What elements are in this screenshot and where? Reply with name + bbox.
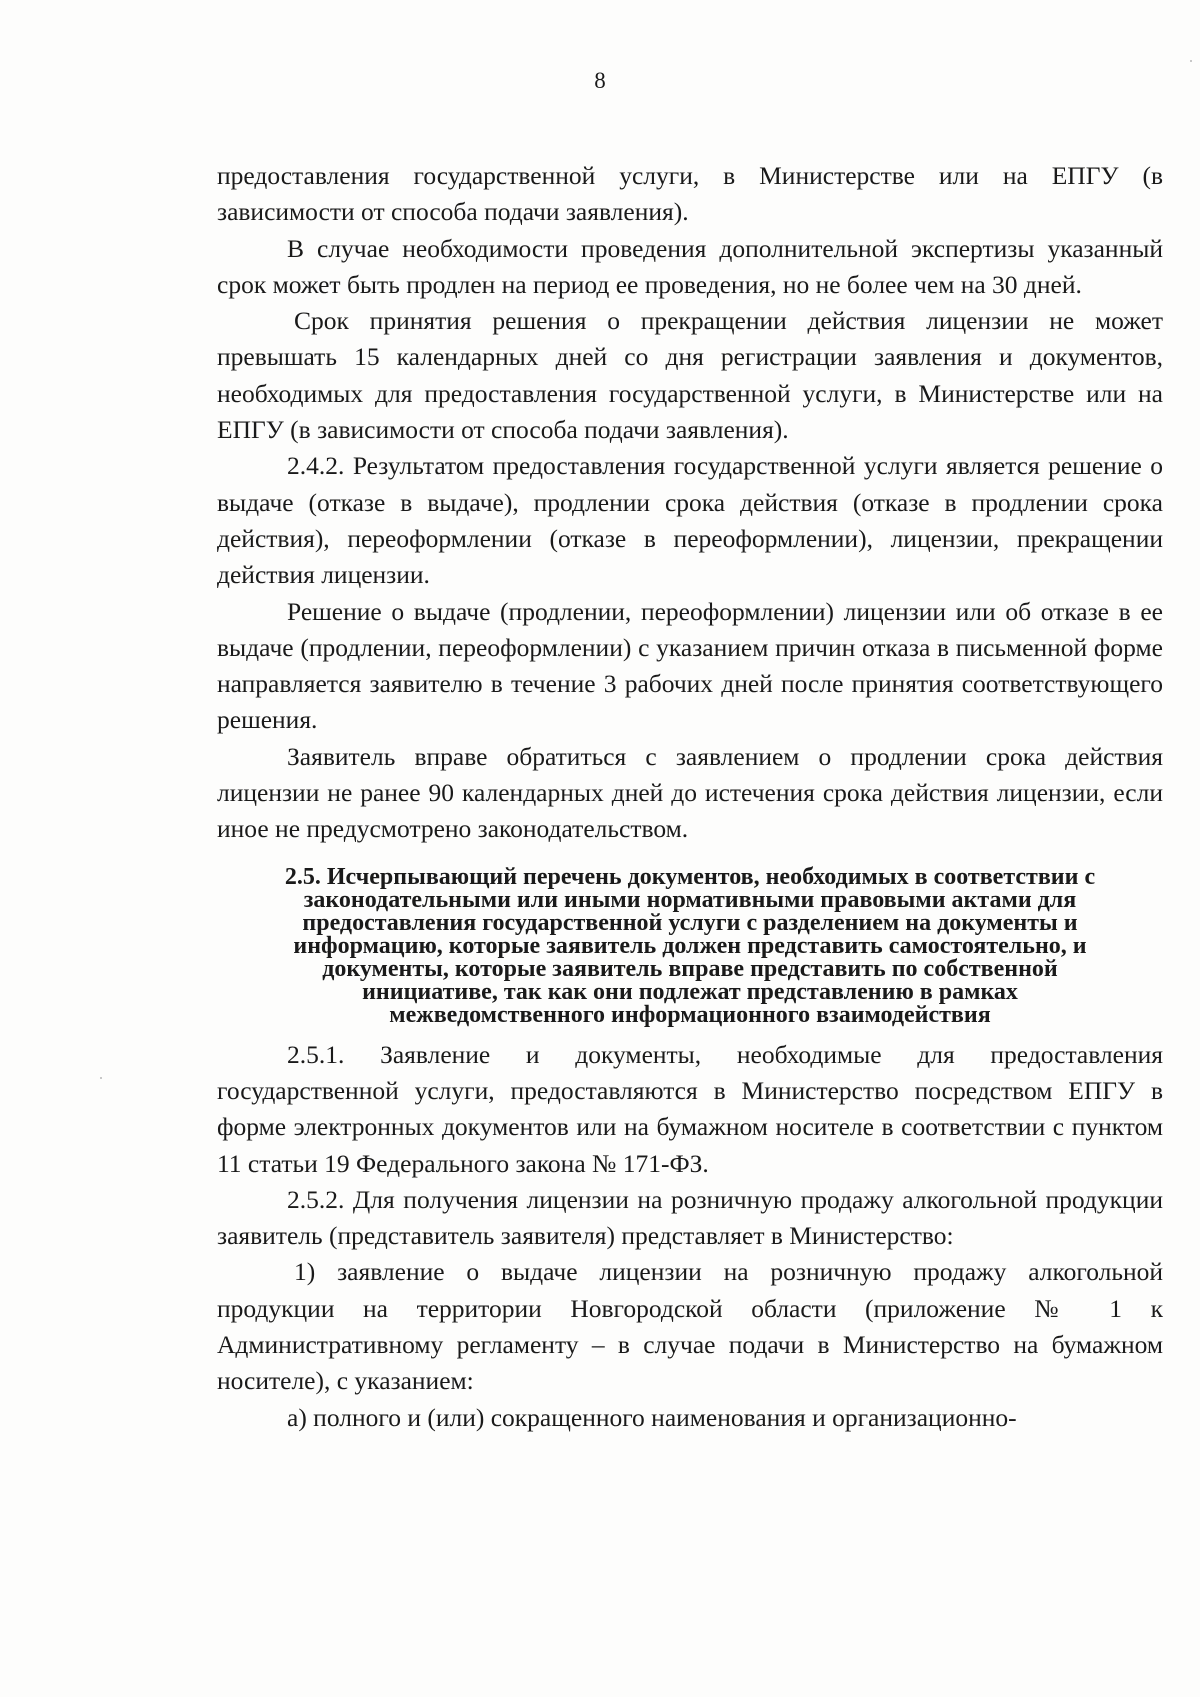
paragraph-termination-deadline: Срок принятия решения о прекращении действия лицензии не может превышать 15 календарных дней со дня регистрации заявления и документов, необходимых для предоставления государственной услуги, в Министерстве или на ЕПГУ (в зависимости от способа подачи заявления). — [217, 306, 1163, 445]
document-body — [217, 158, 1163, 1436]
list-item-1-application: 1) заявление о выдаче лицензии на розничную продажу алкогольной продукции на территории Новгородской области (приложение № 1 к Административному регламенту – в случае подачи в Министерство на бумажном носителе), с указанием: — [217, 1257, 1163, 1396]
scan-speck — [1190, 60, 1192, 62]
scan-speck — [100, 1077, 102, 1079]
section-heading-2-5: 2.5. Исчерпывающий перечень документов, необходимых в соответствии с законодательными или иными нормативными правовыми актами для предоставления государственной услуги с разделением на документы и информацию, которые заявитель должен представить самостоятельно, и документы, которые заявитель вправе представить по собственной инициативе, так как они подлежат представлению в рамках межведомственного информационного взаимодействия — [284, 863, 1096, 1028]
paragraph-2-5-2: 2.5.2. Для получения лицензии на розничную продажу алкогольной продукции заявитель (представитель заявителя) представляет в Министерство: — [217, 1184, 1163, 1251]
paragraph-decision-notice: Решение о выдаче (продлении, переоформлении) лицензии или об отказе в ее выдаче (продлении, переоформлении) с указанием причин отказа в письменной форме направляется заявителю в течение 3 рабочих дней после принятия соответствующего решения. — [217, 596, 1163, 735]
paragraph-2-4-2-result: 2.4.2. Результатом предоставления государственной услуги является решение о выдаче (отказе в выдаче), продлении срока действия (отказе в продлении срока действия), переоформлении (отказе в переоформлении), лицензии, прекращении действия лицензии. — [217, 451, 1163, 590]
paragraph-expertise-extension: В случае необходимости проведения дополнительной экспертизы указанный срок может быть продлен на период ее проведения, но не более чем на 30 дней. — [217, 233, 1163, 299]
paragraph-renewal-request: Заявитель вправе обратиться с заявлением о продлении срока действия лицензии не ранее 90 календарных дней до истечения срока действия лицензии, если иное не предусмотрено законодательством. — [217, 741, 1163, 844]
paragraph-continuation: предоставления государственной услуги, в Министерстве или на ЕПГУ (в зависимости от способа подачи заявления). — [217, 161, 1163, 227]
list-item-a-name: а) полного и (или) сокращенного наименования и организационно- — [287, 1402, 1017, 1432]
page-number: 8 — [594, 68, 606, 93]
paragraph-2-5-1: 2.5.1. Заявление и документы, необходимые для предоставления государственной услуги, предоставляются в Министерство посредством ЕПГУ в форме электронных документов или на бумажном носителе в соответствии с пунктом 11 статьи 19 Федерального закона № 171-ФЗ. — [217, 1039, 1163, 1178]
